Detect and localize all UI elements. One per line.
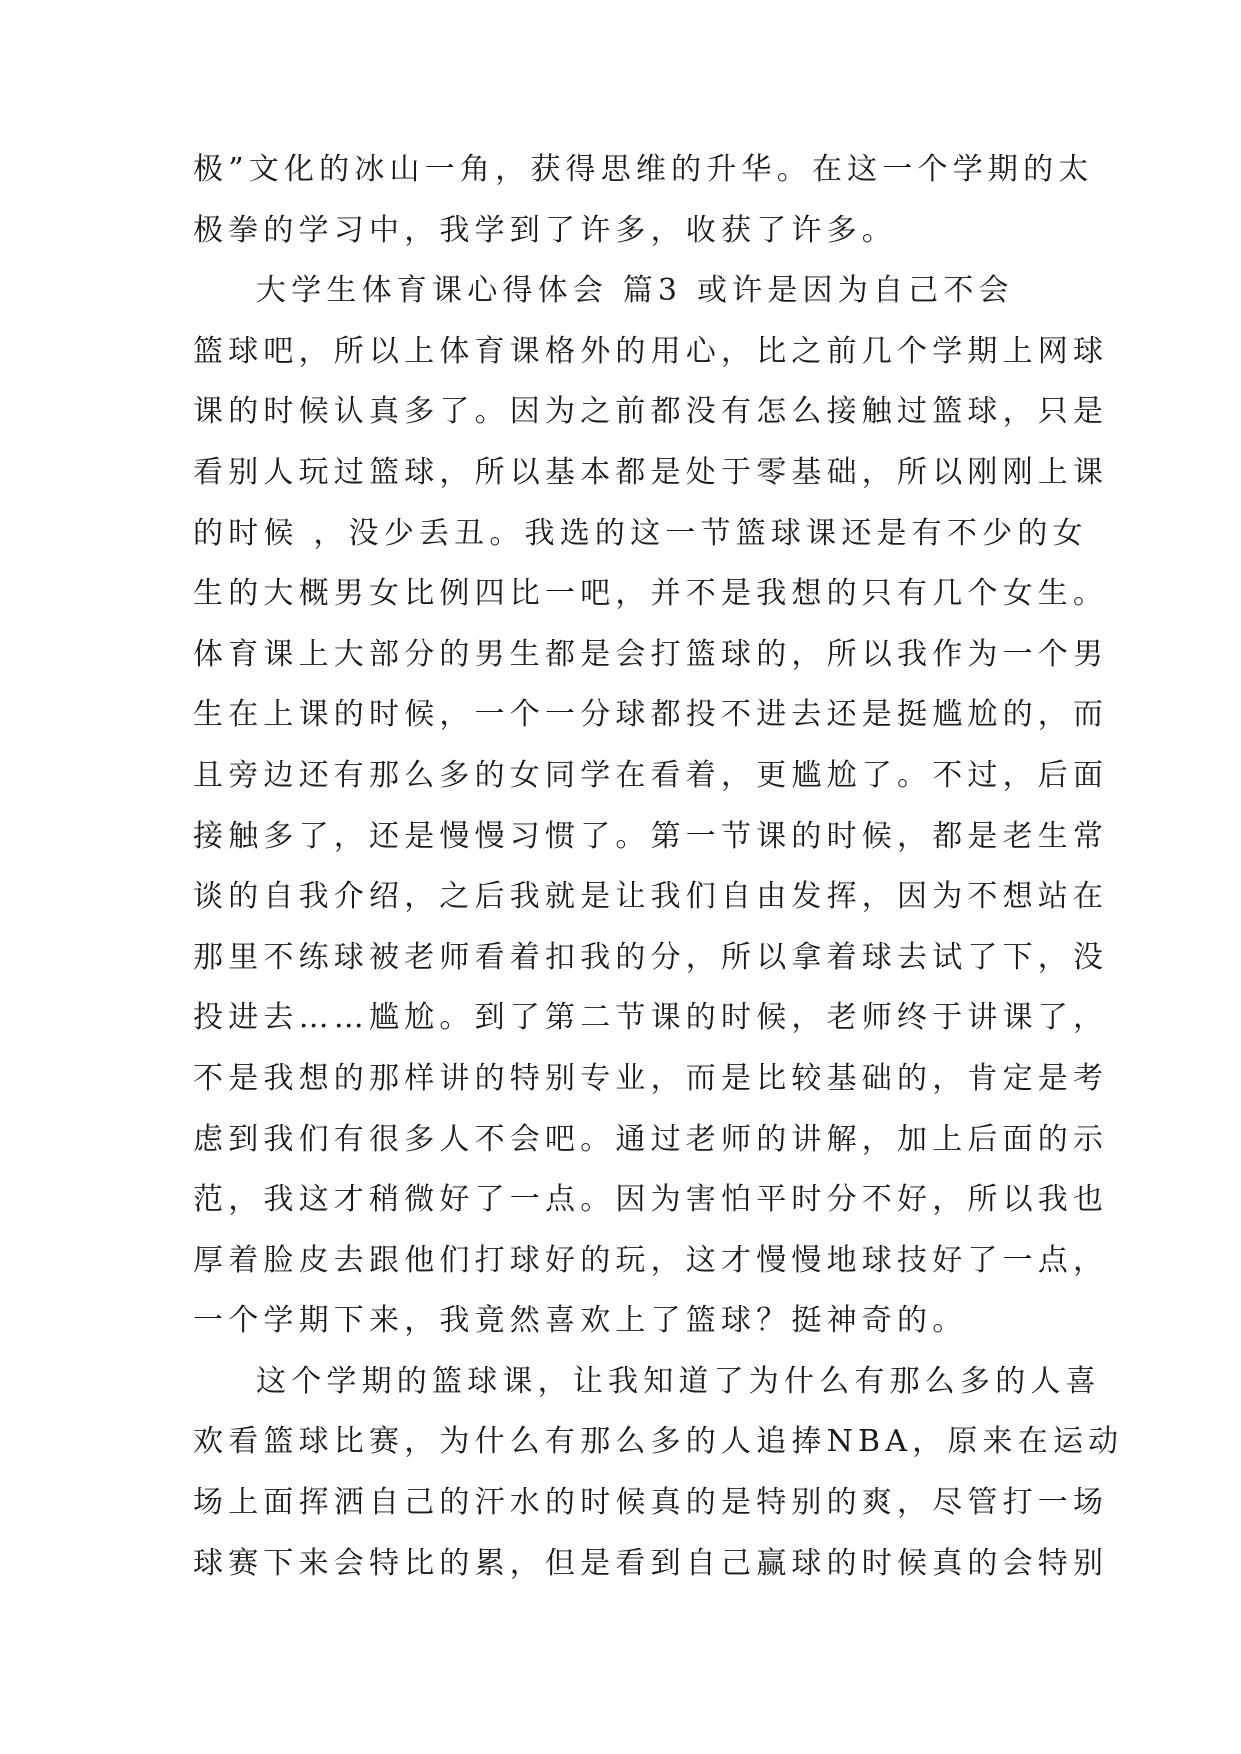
text-line-19: 厚着脸皮去跟他们打球好的玩，这才慢慢地球技好了一点， — [193, 1242, 1109, 1278]
text-line-12: 接触多了，还是慢慢习惯了。第一节课的时候，都是老生常 — [193, 818, 1109, 854]
text-line-20: 一个学期下来，我竟然喜欢上了篮球？挺神奇的。 — [193, 1303, 968, 1339]
text-line-15: 投进去……尴尬。到了第二节课的时候，老师终于讲课了， — [193, 1000, 1109, 1036]
text-line-6: 看别人玩过篮球，所以基本都是处于零基础，所以刚刚上课 — [193, 454, 1109, 490]
text-line-16: 不是我想的那样讲的特别专业，而是比较基础的，肯定是考 — [193, 1060, 1109, 1096]
paragraph-start-line: 这个学期的篮球课，让我知道了为什么有那么多的人喜 — [256, 1363, 1101, 1399]
text-line-9: 体育课上大部分的男生都是会打篮球的，所以我作为一个男 — [193, 636, 1109, 672]
text-line-8: 生的大概男女比例四比一吧，并不是我想的只有几个女生。 — [193, 576, 1109, 612]
text-line-10: 生在上课的时候，一个一分球都投不进去还是挺尴尬的，而 — [193, 697, 1109, 733]
text-line-4: 篮球吧，所以上体育课格外的用心，比之前几个学期上网球 — [193, 333, 1109, 369]
text-line-24: 球赛下来会特比的累，但是看到自己赢球的时候真的会特别 — [193, 1545, 1109, 1581]
text-line-17: 虑到我们有很多人不会吧。通过老师的讲解，加上后面的示 — [193, 1121, 1109, 1157]
text-line-11: 且旁边还有那么多的女同学在看着，更尴尬了。不过，后面 — [193, 757, 1109, 793]
text-line-1: 极”文化的冰山一角，获得思维的升华。在这一个学期的太 — [193, 152, 1094, 187]
text-line-22: 欢看篮球比赛，为什么有那么多的人追捧NBA，原来在运动 — [193, 1424, 1124, 1460]
section-heading-line: 大学生体育课心得体会 篇3 或许是因为自己不会 — [256, 273, 1014, 309]
text-line-14: 那里不练球被老师看着扣我的分，所以拿着球去试了下，没 — [193, 939, 1109, 975]
text-line-5: 课的时候认真多了。因为之前都没有怎么接触过篮球，只是 — [193, 394, 1109, 430]
text-line-7: 的时候 ，没少丢丑。我选的这一节篮球课还是有不少的女 — [193, 515, 1088, 551]
text-line-23: 场上面挥洒自己的汗水的时候真的是特别的爽，尽管打一场 — [193, 1485, 1109, 1521]
text-line-2: 极拳的学习中，我学到了许多，收获了许多。 — [193, 212, 897, 248]
text-line-13: 谈的自我介绍，之后我就是让我们自由发挥，因为不想站在 — [193, 879, 1109, 915]
text-line-18: 范，我这才稍微好了一点。因为害怕平时分不好，所以我也 — [193, 1182, 1109, 1218]
document-body — [193, 140, 1124, 1594]
